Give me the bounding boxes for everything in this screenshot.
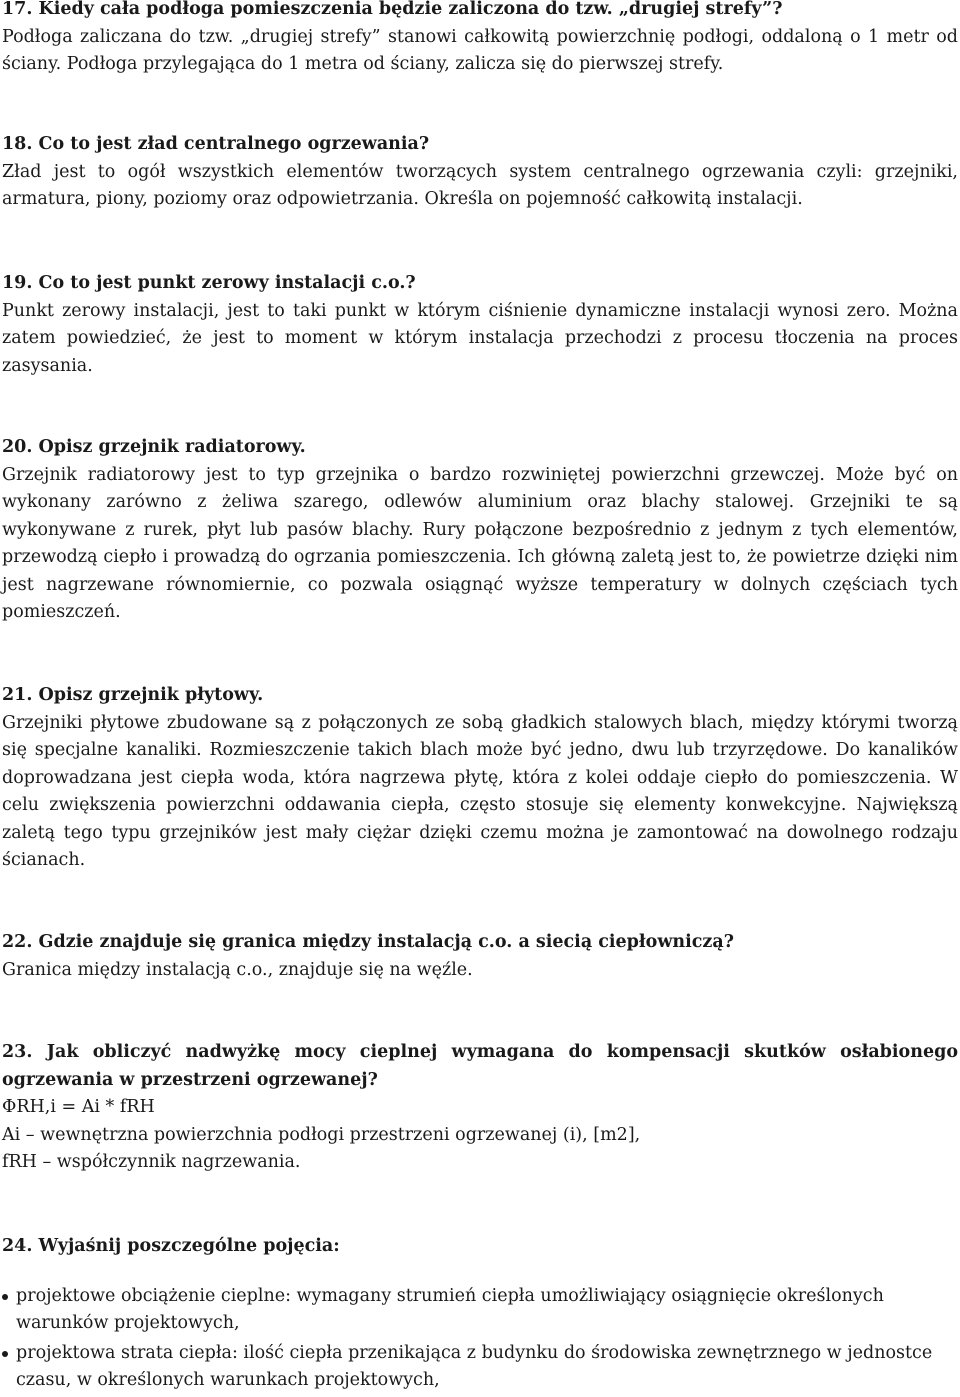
question-19-heading: 19. Co to jest punkt zerowy instalacji c.o.? [2, 273, 416, 293]
formula: ΦRH,i = Ai * fRH [2, 1097, 155, 1117]
question-22 [2, 929, 958, 984]
definitions-list [2, 1283, 958, 1395]
question-22-heading: 22. Gdzie znajduje się granica między instalacją c.o. a siecią ciepłowniczą? [2, 932, 734, 952]
definition-text: projektowe obciążenie cieplne: wymagany strumień ciepła umożliwiający osiągnięcie określonych warunków projektowych, [16, 1285, 884, 1333]
question-21-heading: 21. Opisz grzejnik płytowy. [2, 685, 264, 705]
question-17-heading: 17. Kiedy cała podłoga pomieszczenia będzie zaliczona do tzw. „drugiej strefy”? [2, 0, 783, 19]
question-20-heading: 20. Opisz grzejnik radiatorowy. [2, 437, 306, 457]
question-19 [2, 270, 958, 380]
question-17 [2, 0, 958, 79]
question-19-answer: Punkt zerowy instalacji, jest to taki punkt w którym ciśnienie dynamiczne instalacji wynosi zero. Można zatem powiedzieć, że jest to moment w którym instalacja przechodzi z procesu tłoczenia na proces zasysania. [2, 300, 958, 376]
formula-definition-frh: fRH – współczynnik nagrzewania. [2, 1152, 301, 1172]
question-24-heading: 24. Wyjaśnij poszczególne pojęcia: [2, 1236, 340, 1256]
question-22-answer: Granica między instalacją c.o., znajduje się na węźle. [2, 959, 473, 980]
bullet-icon [2, 1351, 8, 1357]
question-18 [2, 131, 958, 214]
question-18-heading: 18. Co to jest zład centralnego ogrzewania? [2, 134, 430, 154]
question-21 [2, 682, 958, 875]
question-20 [2, 434, 958, 627]
question-24 [2, 1233, 958, 1397]
formula-definition-ai: Ai – wewnętrzna powierzchnia podłogi przestrzeni ogrzewanej (i), [m2], [2, 1124, 641, 1145]
list-item [2, 1340, 958, 1395]
question-17-answer: Podłoga zaliczana do tzw. „drugiej strefy” stanowi całkowitą powierzchnię podłogi, oddaloną o 1 metr od ściany. Podłoga przylegająca do 1 metra od ściany, zalicza się do pierwszej strefy. [2, 26, 958, 74]
question-23-heading: 23. Jak obliczyć nadwyżkę mocy cieplnej wymagana do kompensacji skutków osłabionego ogrzewania w przestrzeni ogrzewanej? [2, 1042, 958, 1090]
question-18-answer: Zład jest to ogół wszystkich elementów tworzących system centralnego ogrzewania czyli: grzejniki, armatura, piony, poziomy oraz odpowietrzania. Określa on pojemność całkowitą instalacji. [2, 161, 958, 209]
question-23 [2, 1039, 958, 1177]
question-20-answer: Grzejnik radiatorowy jest to typ grzejnika o bardzo rozwiniętej powierzchni grzewczej. Może być on wykonany zarówno z żeliwa szarego, odlewów aluminium oraz blachy stalowej. Grzejniki te są wykonywane z rurek, płyt lub pasów blachy. Rury połączone bezpośrednio z jednym z tych elementów, przewodzą ciepło i prowadzą do ogrzania pomieszczenia. Ich główną zaletą jest to, że powietrze dzięki nim jest nagrzewane równomiernie, co pozwala osiągnąć wyższe temperatury w dolnych częściach tych pomieszczeń. [2, 464, 958, 622]
question-21-answer: Grzejniki płytowe zbudowane są z połączonych ze sobą gładkich stalowych blach, między którymi tworzą się specjalne kanaliki. Rozmieszczenie takich blach może być jedno, dwu lub trzyrzędowe. Do kanalików doprowadzana jest ciepła woda, która nagrzewa płytę, która z kolei oddaje ciepło do pomieszczenia. W celu zwiększenia powierzchni oddawania ciepła, często stosuje się elementy konwekcyjne. Największą zaletą tego typu grzejników jest mały ciężar dzięki czemu można je zamontować na dowolnego rodzaju ścianach. [2, 712, 958, 870]
list-item [2, 1283, 958, 1338]
definition-text: projektowa strata ciepła: ilość ciepła przenikająca z budynku do środowiska zewnętrznego w jednostce czasu, w określonych warunkach projektowych, [16, 1342, 933, 1390]
bullet-icon [2, 1294, 8, 1300]
